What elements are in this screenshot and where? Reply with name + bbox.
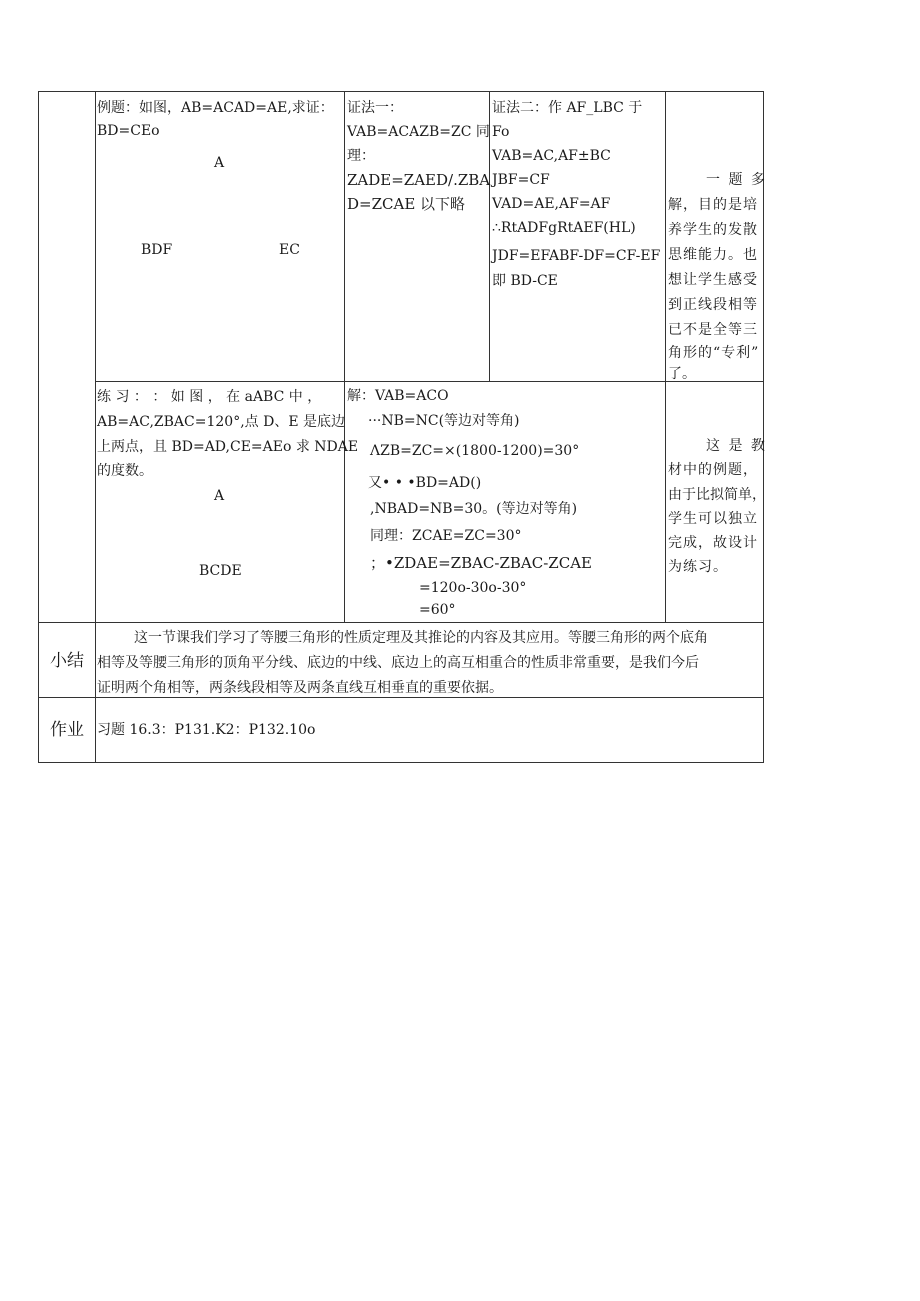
proof1-line3: 理： bbox=[347, 148, 375, 164]
solution-line2: ···NB=NC(等边对等角) bbox=[368, 413, 520, 429]
exercise-line2: AB=AC,ZBAC=120°,点 D、E 是底边 bbox=[97, 414, 345, 430]
note2-line6: 为练习。 bbox=[668, 559, 728, 575]
proof2-line7: JDF=EFABF-DF=CF-EF bbox=[492, 248, 661, 264]
exercise-figure-label-bcde: BCDE bbox=[199, 563, 242, 579]
note1-line9: 了。 bbox=[668, 366, 696, 382]
table-border-left bbox=[38, 91, 39, 763]
exercise-line4: 的度数。 bbox=[97, 463, 153, 479]
solution-line5: ,NBAD=NB=30。(等边对等角) bbox=[370, 501, 578, 517]
note1-line1: 一 题 多 bbox=[706, 172, 767, 188]
example-figure-label-ec: EC bbox=[279, 242, 300, 258]
table-border-right bbox=[763, 91, 764, 763]
note1-line2: 解，目的是培 bbox=[668, 197, 758, 213]
note1-line8: 角形的“专利” bbox=[668, 345, 760, 361]
note1-line3: 养学生的发散 bbox=[668, 222, 758, 238]
table-border-top bbox=[38, 91, 764, 92]
summary-label: 小结 bbox=[50, 651, 84, 671]
solution-line8: =120o-30o-30° bbox=[419, 580, 527, 596]
solution-line4: 又• • •BD=AD() bbox=[368, 475, 482, 491]
note2-line2: 材中的例题， bbox=[668, 462, 758, 478]
proof2-line8: 即 BD-CE bbox=[492, 273, 558, 289]
proof1-line4: ZADE=ZAED/.ZBA bbox=[347, 171, 491, 189]
exercise-line3: 上两点，且 BD=AD,CE=AEo 求 NDAE bbox=[97, 439, 359, 455]
exercise-line1: 练 习 ： ： 如 图 ， 在 aABC 中 ， bbox=[97, 389, 322, 405]
proof2-line4: JBF=CF bbox=[492, 172, 550, 188]
proof1-line1: 证法一： bbox=[347, 100, 403, 116]
example-figure-label-a: A bbox=[214, 155, 225, 171]
note2-line4: 学生可以独立 bbox=[668, 511, 758, 527]
summary-line3: 证明两个角相等，两条线段相等及两条直线互相垂直的重要依据。 bbox=[97, 680, 503, 696]
homework-label: 作业 bbox=[50, 720, 84, 740]
note2-line5: 完成，故设计 bbox=[668, 535, 758, 551]
example-problem-line1: 例题：如图，AB=ACAD=AE,求证： bbox=[97, 100, 334, 116]
summary-line2: 相等及等腰三角形的顶角平分线、底边的中线、底边上的高互相重合的性质非常重要，是我们今后 bbox=[97, 655, 699, 671]
note2-line3: 由于比拟简单， bbox=[668, 487, 766, 503]
example-problem-line2: BD=CEo bbox=[97, 123, 160, 139]
example-figure-label-bdf: BDF bbox=[141, 242, 173, 258]
proof1-line5: D=ZCAE 以下略 bbox=[347, 195, 466, 213]
table-border-bottom bbox=[38, 762, 764, 763]
note1-line4: 思维能力。也 bbox=[668, 247, 758, 263]
table-divider-row2 bbox=[38, 622, 764, 623]
proof2-line5: VAD=AE,AF=AF bbox=[492, 196, 611, 212]
note1-line7: 已不是全等三 bbox=[668, 322, 758, 338]
note2-line1: 这 是 教 bbox=[706, 438, 767, 454]
solution-line6: 同理：ZCAE=ZC=30° bbox=[370, 528, 522, 544]
proof2-line6: ∴RtADFgRtAEF(HL) bbox=[492, 220, 636, 236]
solution-line3: ΛZB=ZC=×(1800-1200)=30° bbox=[370, 443, 580, 459]
table-divider-col4 bbox=[665, 91, 666, 623]
proof2-line1: 证法二：作 AF_LBC 于 bbox=[492, 100, 643, 116]
proof2-line2: Fo bbox=[492, 124, 510, 140]
exercise-figure-label-a: A bbox=[214, 488, 225, 504]
summary-line1: 这一节课我们学习了等腰三角形的性质定理及其推论的内容及其应用。等腰三角形的两个底角 bbox=[134, 630, 708, 646]
table-divider-row1 bbox=[95, 381, 764, 382]
table-divider-col1 bbox=[95, 91, 96, 763]
homework-text: 习题 16.3：P131.K2：P132.10o bbox=[97, 722, 316, 738]
note1-line6: 到正线段相等 bbox=[668, 297, 758, 313]
table-divider-col2 bbox=[344, 91, 345, 623]
proof2-line3: VAB=AC,AF±BC bbox=[492, 148, 611, 164]
solution-line9: =60° bbox=[419, 602, 456, 618]
solution-line7: ；•ZDAE=ZBAC-ZBAC-ZCAE bbox=[370, 554, 592, 572]
solution-line1: 解：VAB=ACO bbox=[347, 388, 449, 404]
note1-line5: 想让学生感受 bbox=[668, 272, 758, 288]
proof1-line2: VAB=ACAZB=ZC 同 bbox=[347, 124, 490, 140]
